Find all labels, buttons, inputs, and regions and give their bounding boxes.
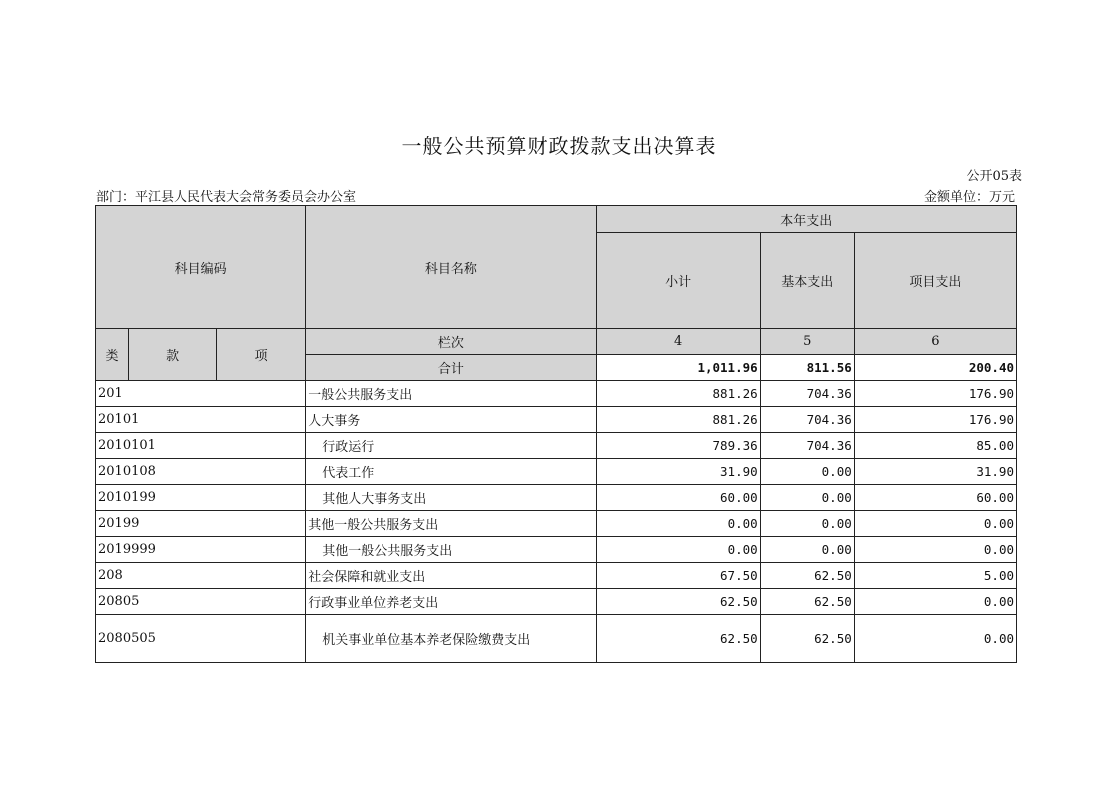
row-basic: 704.36 [760,433,854,459]
header-current-year: 本年支出 [596,206,1017,233]
table-row [96,615,1017,663]
table-row [96,381,1017,407]
header-basic: 基本支出 [760,233,854,329]
row-name: 其他一般公共服务支出 [306,511,596,537]
row-name: 社会保障和就业支出 [306,563,596,589]
row-code: 2010101 [96,433,306,459]
total-project: 200.40 [854,355,1016,381]
row-subtotal: 31.90 [596,459,760,485]
table-row [96,459,1017,485]
row-project: 85.00 [854,433,1016,459]
row-subtotal: 67.50 [596,563,760,589]
row-name: 行政事业单位养老支出 [306,589,596,615]
row-code: 208 [96,563,306,589]
row-subtotal: 62.50 [596,615,760,663]
table-row [96,407,1017,433]
row-project: 0.00 [854,511,1016,537]
row-code: 20199 [96,511,306,537]
row-subtotal: 60.00 [596,485,760,511]
row-project: 31.90 [854,459,1016,485]
header-col5: 5 [760,329,854,355]
row-project: 176.90 [854,381,1016,407]
row-code: 2010108 [96,459,306,485]
form-number: 公开05表 [966,169,1022,184]
table-row [96,485,1017,511]
header-col4: 4 [596,329,760,355]
header-xiang: 项 [217,329,306,381]
row-subtotal: 881.26 [596,407,760,433]
header-name: 科目名称 [306,206,596,329]
total-basic: 811.56 [760,355,854,381]
header-lei: 类 [96,329,129,381]
row-code: 20101 [96,407,306,433]
row-name: 其他一般公共服务支出 [306,537,596,563]
row-basic: 62.50 [760,615,854,663]
row-name: 代表工作 [306,459,596,485]
row-code: 2010199 [96,485,306,511]
total-label: 合计 [306,355,596,381]
row-subtotal: 62.50 [596,589,760,615]
row-basic: 0.00 [760,485,854,511]
row-project: 176.90 [854,407,1016,433]
row-basic: 0.00 [760,459,854,485]
table-row [96,511,1017,537]
table-row [96,589,1017,615]
row-code: 20805 [96,589,306,615]
report-title: 一般公共预算财政拨款支出决算表 [401,134,717,158]
row-subtotal: 881.26 [596,381,760,407]
row-name: 人大事务 [306,407,596,433]
row-code: 2080505 [96,615,306,663]
header-kuan: 款 [129,329,217,381]
row-basic: 62.50 [760,589,854,615]
row-code: 2019999 [96,537,306,563]
row-code: 201 [96,381,306,407]
header-code: 科目编码 [96,206,306,329]
table-row [96,563,1017,589]
row-basic: 0.00 [760,511,854,537]
header-subtotal: 小计 [596,233,760,329]
row-subtotal: 789.36 [596,433,760,459]
row-project: 60.00 [854,485,1016,511]
row-basic: 0.00 [760,537,854,563]
department-label: 部门：平江县人民代表大会常务委员会办公室 [96,190,357,205]
row-basic: 704.36 [760,407,854,433]
row-name: 行政运行 [306,433,596,459]
row-subtotal: 0.00 [596,537,760,563]
row-project: 0.00 [854,589,1016,615]
table-row [96,537,1017,563]
row-subtotal: 0.00 [596,511,760,537]
row-project: 0.00 [854,537,1016,563]
header-column-no: 栏次 [306,329,596,355]
header-col6: 6 [854,329,1016,355]
amount-unit-label: 金额单位：万元 [923,190,1015,205]
row-project: 0.00 [854,615,1016,663]
row-name: 机关事业单位基本养老保险缴费支出 [306,615,596,663]
total-subtotal: 1,011.96 [596,355,760,381]
row-basic: 704.36 [760,381,854,407]
row-name: 其他人大事务支出 [306,485,596,511]
expenditure-table [95,205,1017,663]
header-project: 项目支出 [854,233,1016,329]
row-basic: 62.50 [760,563,854,589]
table-row [96,433,1017,459]
row-project: 5.00 [854,563,1016,589]
row-name: 一般公共服务支出 [306,381,596,407]
